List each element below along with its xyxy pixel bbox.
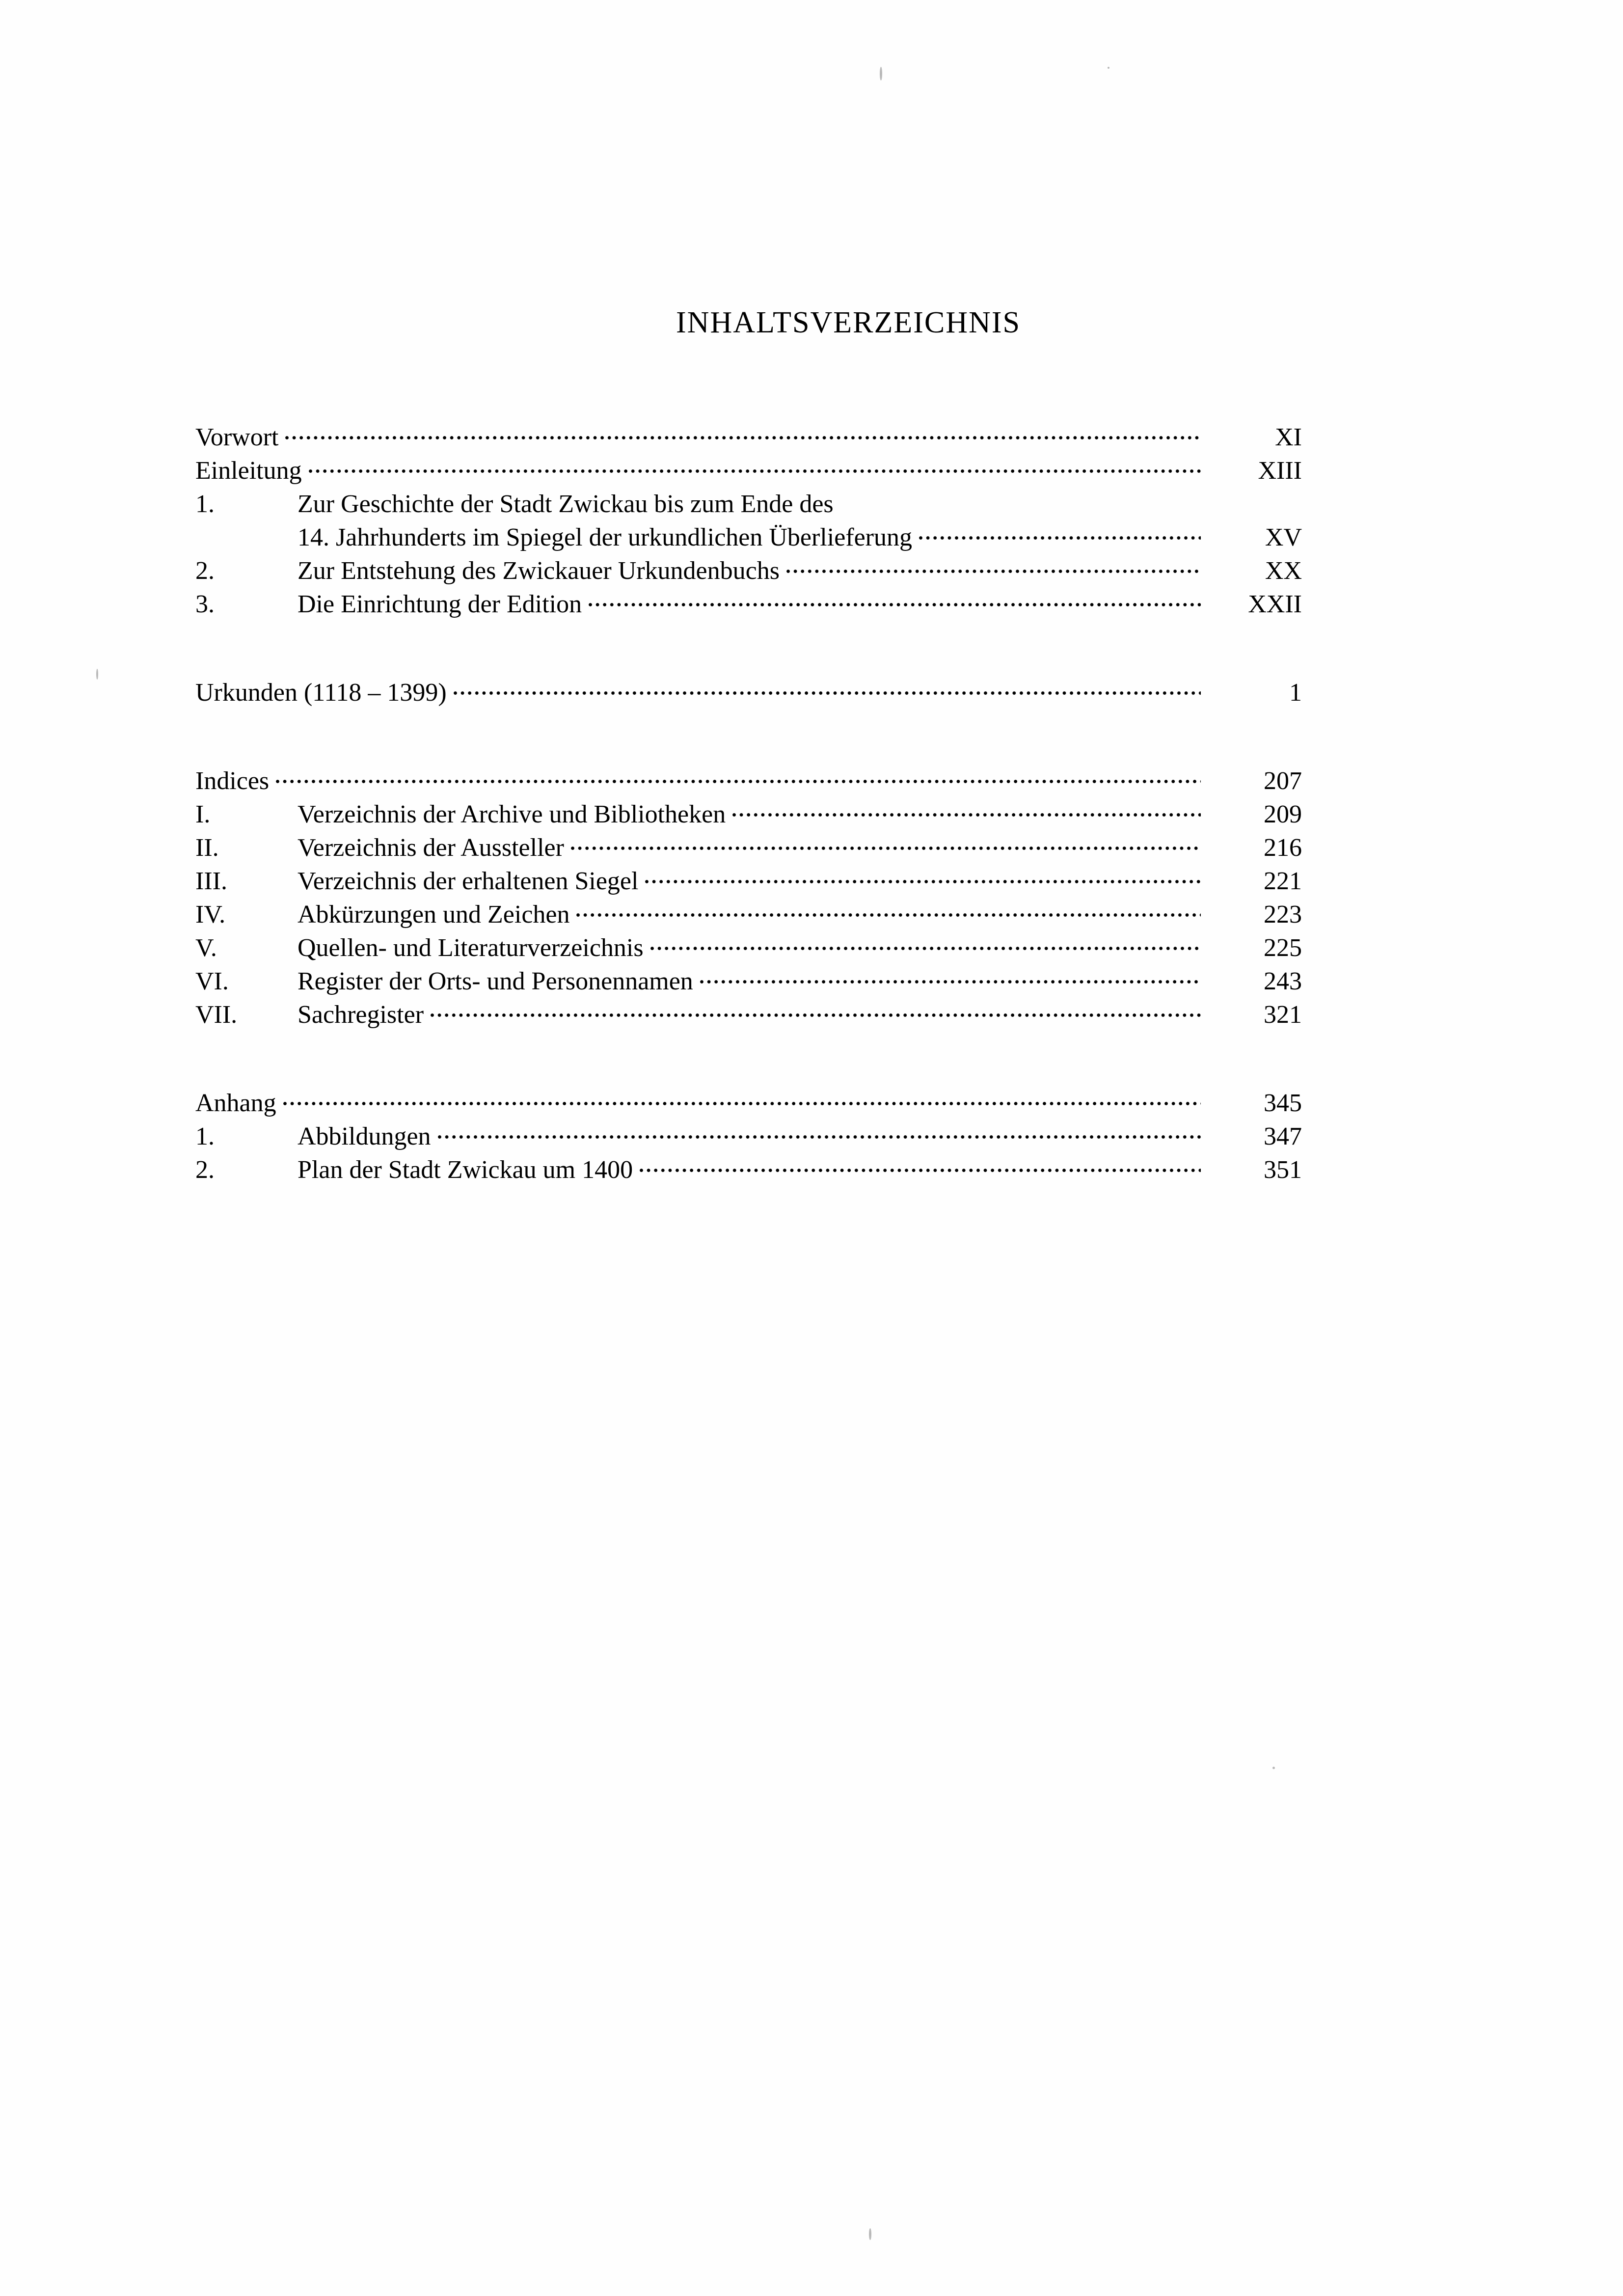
toc-entry-label: 14. Jahrhunderts im Spiegel der urkundlichen Überlieferung — [298, 523, 912, 551]
toc-entry-page: 351 — [1264, 1156, 1302, 1184]
toc-entry-index-i[interactable] — [195, 797, 1302, 827]
toc-entry-number: I. — [195, 800, 211, 828]
section-gap — [195, 1031, 1302, 1086]
dot-leader — [919, 520, 1201, 546]
scan-speck — [880, 67, 882, 81]
dot-leader — [454, 675, 1201, 701]
toc-entry-index-vii[interactable] — [195, 997, 1302, 1028]
toc-entry-index-vi[interactable] — [195, 964, 1302, 994]
toc-entry-label: Abkürzungen und Zeichen — [298, 901, 570, 929]
toc-entry-page: 223 — [1264, 901, 1302, 929]
dot-leader — [276, 764, 1201, 789]
toc-entry-index-ii[interactable] — [195, 830, 1302, 861]
toc-entry-page: 225 — [1264, 934, 1302, 962]
dot-leader — [438, 1119, 1201, 1145]
toc-entry-number: II. — [195, 834, 219, 862]
toc-entry-page: 216 — [1264, 834, 1302, 862]
toc-entry-vorwort[interactable] — [195, 420, 1302, 450]
toc-entry-label: Indices — [195, 767, 270, 795]
toc-entry-number: III. — [195, 867, 227, 895]
toc-entry-label: Verzeichnis der Archive und Bibliotheken — [298, 800, 726, 828]
dot-leader — [571, 830, 1201, 856]
toc-entry-number: 3. — [195, 590, 215, 618]
scan-speck — [1108, 67, 1109, 69]
toc-entry-label: Quellen- und Literaturverzeichnis — [298, 934, 644, 962]
toc-entry-urkunden[interactable] — [195, 675, 1302, 706]
toc-entry-label: Anhang — [195, 1089, 276, 1117]
toc-entry-label: Verzeichnis der Aussteller — [298, 834, 564, 862]
toc-entry-page: 1 — [1289, 679, 1302, 707]
dot-leader — [309, 453, 1201, 479]
table-of-contents — [195, 420, 1302, 1186]
toc-entry-page: 207 — [1264, 767, 1302, 795]
scan-speck — [1272, 1767, 1275, 1769]
toc-entry-page: 221 — [1264, 867, 1302, 895]
toc-entry-page: XXII — [1248, 590, 1302, 618]
toc-entry-anhang-1[interactable] — [195, 1119, 1302, 1149]
dot-leader — [650, 930, 1201, 956]
toc-entry-label: Urkunden (1118 – 1399) — [195, 679, 447, 707]
section-gap — [195, 709, 1302, 764]
toc-entry-label: Einleitung — [195, 457, 302, 485]
toc-entry-index-v[interactable] — [195, 930, 1302, 961]
toc-entry-number: VI. — [195, 967, 229, 995]
scan-speck — [869, 2228, 871, 2240]
toc-entry-einleitung[interactable] — [195, 453, 1302, 484]
toc-entry-number: VII. — [195, 1001, 238, 1029]
dot-leader — [431, 997, 1201, 1023]
toc-entry-label: Die Einrichtung der Edition — [298, 590, 582, 618]
toc-entry-number: V. — [195, 934, 217, 962]
dot-leader — [840, 487, 1201, 512]
toc-entry-intro-3[interactable] — [195, 587, 1302, 617]
toc-entry-indices[interactable] — [195, 764, 1302, 794]
dot-leader — [786, 553, 1201, 579]
toc-entry-page: 345 — [1264, 1089, 1302, 1117]
toc-entry-number: 2. — [195, 1156, 215, 1184]
toc-entry-label: Zur Geschichte der Stadt Zwickau bis zum Ende des — [298, 490, 834, 518]
dot-leader — [732, 797, 1201, 822]
toc-entry-anhang-2[interactable] — [195, 1152, 1302, 1183]
toc-entry-page: 321 — [1264, 1001, 1302, 1029]
dot-leader — [283, 1086, 1201, 1111]
toc-entry-intro-1-cont[interactable] — [195, 520, 1302, 550]
toc-entry-page: 209 — [1264, 800, 1302, 828]
scan-speck — [96, 669, 98, 680]
toc-entry-label: Zur Entstehung des Zwickauer Urkundenbuchs — [298, 557, 780, 585]
toc-entry-index-iv[interactable] — [195, 897, 1302, 928]
toc-entry-page: 243 — [1264, 967, 1302, 995]
toc-entry-intro-1[interactable] — [195, 487, 1302, 517]
toc-entry-anhang[interactable] — [195, 1086, 1302, 1116]
toc-entry-label: Sachregister — [298, 1001, 424, 1029]
toc-entry-label: Abbildungen — [298, 1122, 431, 1150]
toc-entry-label: Plan der Stadt Zwickau um 1400 — [298, 1156, 633, 1184]
toc-entry-page: XV — [1265, 523, 1302, 551]
toc-entry-label: Verzeichnis der erhaltenen Siegel — [298, 867, 639, 895]
toc-entry-page: XI — [1275, 423, 1302, 451]
toc-entry-label: Vorwort — [195, 423, 279, 451]
dot-leader — [576, 897, 1201, 923]
dot-leader — [589, 587, 1201, 612]
toc-entry-number: 1. — [195, 1122, 215, 1150]
toc-entry-number: 2. — [195, 557, 215, 585]
toc-entry-index-iii[interactable] — [195, 864, 1302, 894]
page-title: INHALTSVERZEICHNIS — [676, 306, 1021, 339]
dot-leader — [285, 420, 1201, 445]
toc-entry-label: Register der Orts- und Personennamen — [298, 967, 693, 995]
toc-entry-page: XIII — [1258, 457, 1302, 485]
section-gap — [195, 620, 1302, 675]
dot-leader — [645, 864, 1201, 889]
dot-leader — [640, 1152, 1201, 1178]
toc-entry-page: 347 — [1264, 1122, 1302, 1150]
toc-entry-number: 1. — [195, 490, 215, 518]
toc-entry-number: IV. — [195, 901, 226, 929]
toc-entry-page: XX — [1265, 557, 1302, 585]
toc-entry-intro-2[interactable] — [195, 553, 1302, 584]
dot-leader — [700, 964, 1201, 989]
